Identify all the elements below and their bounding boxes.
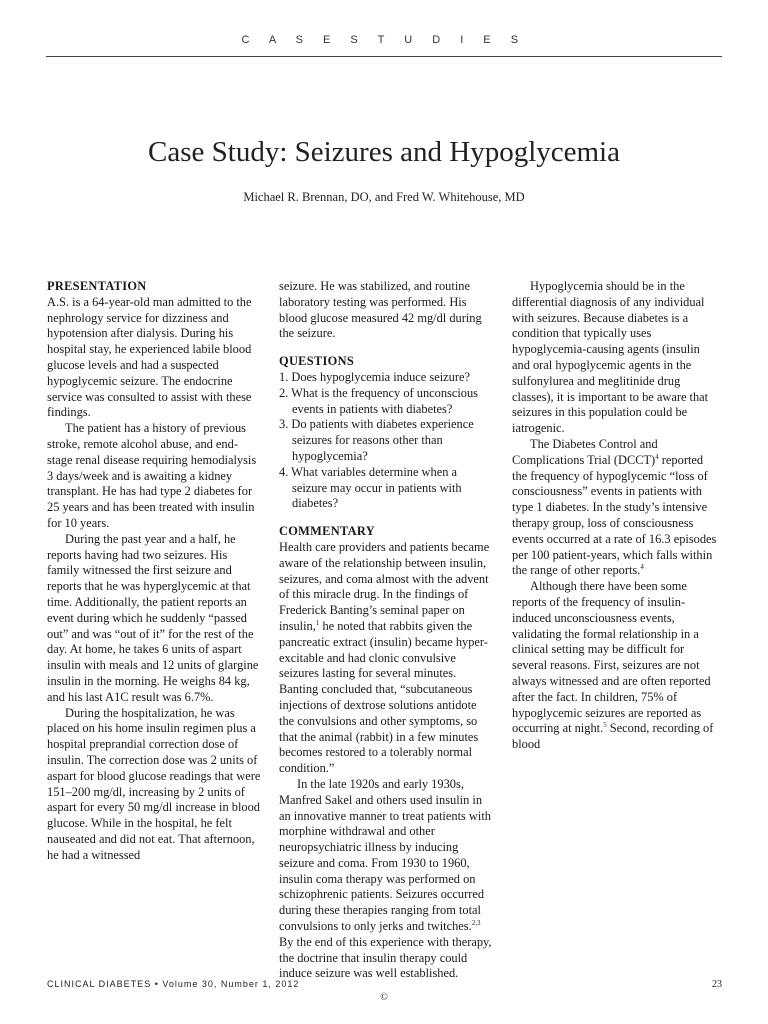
presentation-heading: PRESENTATION xyxy=(47,279,147,293)
copyright-mark: © xyxy=(380,992,388,1003)
reference-superscript: 2,3 xyxy=(471,919,481,928)
questions-heading: QUESTIONS xyxy=(279,354,355,369)
questions-list xyxy=(279,370,493,512)
section-label: C A S E S T U D I E S xyxy=(241,34,527,46)
commentary-paragraph-2: In the late 1920s and early 1930s, Manfred Sakel and others used insulin in an innovative manner to treat patients with morphine withdrawal and other neuropsychiatric illness by inducing seizure and coma. From 1930 to 1960, insulin coma therapy was performed on schizophrenic patients. Seizures occurred during these therapies ranging from total convulsions to only jerks and twitches.$^{2,3}$ By the end of this experience with therapy, the doctrine that insulin therapy could induce seizure was well established. xyxy=(279,776,492,981)
commentary-paragraph-3: Hypoglycemia should be in the differential diagnosis of any individual with seizures. Because diabetes is a condition that typically uses hypoglycemia-causing agents (insulin and oral hypoglycemic agents in the sulfonylurea and meglitinide drug classes), it is important to be aware that seizures in this population could be iatrogenic. xyxy=(512,279,709,436)
presentation-paragraph-3: During the past year and a half, he reports having had two seizures. His family witnessed the first seizure and reports that he was hyperglycemic at that time. Additionally, the patient reports an event during which he suddenly “passed out” and was “out of it” for the rest of the day. At home, he takes 6 units of aspart insulin with meals and 12 units of glargine insulin in the morning. He weighs 84 kg, and his last A1C result was 6.7%. xyxy=(47,531,259,704)
page-number: 23 xyxy=(712,979,722,990)
question-item: 3. Do patients with diabetes experience seizures for reasons other than hypoglycemia? xyxy=(279,417,474,463)
column-1 xyxy=(47,279,261,863)
reference-superscript: 4 xyxy=(640,563,644,572)
question-item: 1. Does hypoglycemia induce seizure? xyxy=(279,369,470,384)
commentary-paragraph-1: Health care providers and patients became aware of the relationship between insulin, seizures, and coma almost with the advent of this miracle drug. In the findings of Frederick Banting’s seminal paper on insulin,$^1$ he noted that rabbits given the pancreatic extract (insulin) became hyper-excitable and had clonic convulsive seizures lasting for several minutes. Banting concluded that, “subcutaneous injections of dextrose solutions antidote the convulsions and other symptoms, so that the animal (rabbit) in a few minutes becomes restored to a tolerably normal condition.” xyxy=(279,539,490,776)
commentary-heading: COMMENTARY xyxy=(279,524,375,539)
article-title: Case Study: Seizures and Hypoglycemia xyxy=(148,136,620,168)
presentation-paragraph-4: During the hospitalization, he was placed on his home insulin regimen plus a hospital preprandial correction dose of insulin. The correction dose was 2 units of aspart for blood glucose readings that were 151–200 mg/dl, increasing by 2 units of aspart for every 50 mg/dl increase in blood glucose. While in the hospital, he felt nauseated and did not eat. That afternoon, he had a witnessed xyxy=(47,705,261,862)
reference-superscript: 4 xyxy=(655,452,659,461)
reference-superscript: 5 xyxy=(603,721,607,730)
question-item: 2. What is the frequency of unconscious events in patients with diabetes? xyxy=(279,385,479,416)
presentation-paragraph-1: A.S. is a 64-year-old man admitted to the nephrology service for dizziness and hypotension after dialysis. During his hospital stay, he experienced labile blood glucose levels and had a suspected hypoglycemic seizure. The endocrine service was consulted to assist with these findings. xyxy=(47,294,252,420)
column-2 xyxy=(279,279,493,982)
presentation-paragraph-5: seizure. He was stabilized, and routine laboratory testing was performed. His blood glucose measured 42 mg/dl during the seizure. xyxy=(279,279,482,341)
header-rule xyxy=(46,56,722,57)
reference-superscript: 1 xyxy=(315,618,320,627)
question-item: 4. What variables determine when a seizure may occur in patients with diabetes? xyxy=(279,464,462,511)
journal-footer: CLINICAL DIABETES • Volume 30, Number 1, 2012 xyxy=(47,979,300,989)
article-authors: Michael R. Brennan, DO, and Fred W. Whitehouse, MD xyxy=(243,190,525,204)
commentary-paragraph-5: Although there have been some reports of the frequency of insulin-induced unconsciousness events, validating the formal relationship in a clinical setting may be difficult for several reasons. First, seizures are not always witnessed and are often reported after the fact. In children, 75% of hypoglycemic seizures are reported as occurring at night.$^5$ Second, recording of blood xyxy=(512,579,714,752)
presentation-paragraph-2: The patient has a history of previous stroke, remote alcohol abuse, and end-stage renal disease requiring hemodialysis 3 days/week and is awaiting a kidney transplant. He has had type 2 diabetes for 25 years and has been treated with insulin for 10 years. xyxy=(47,421,257,530)
column-3 xyxy=(512,279,720,753)
commentary-paragraph-4: The Diabetes Control and Complications Trial (DCCT)$^4$ reported the frequency of hypoglycemic “loss of consciousness” events in patients with type 1 diabetes. In the study’s intensive therapy group, loss of consciousness events occurred at a rate of 16.3 episodes per 100 patient-years, which falls within the range of other reports.$^4$ xyxy=(512,436,717,578)
